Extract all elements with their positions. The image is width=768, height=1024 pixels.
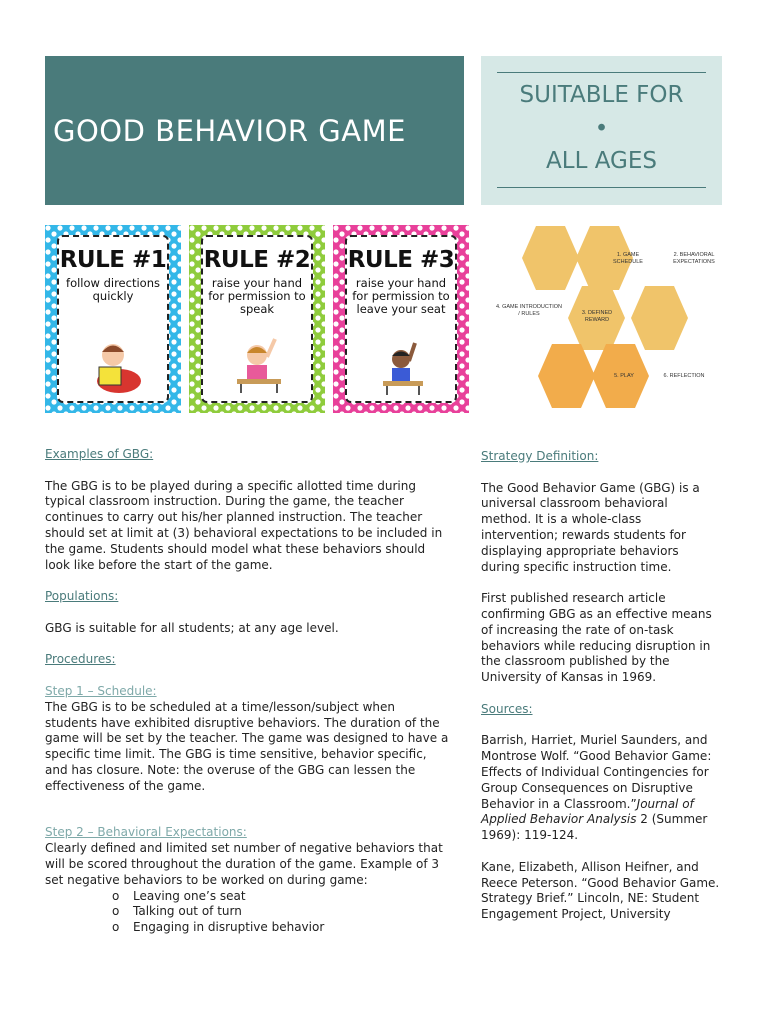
rule-poster-2 [189, 225, 325, 413]
hex-cell-left-bottom [538, 344, 595, 408]
list-item-text: Talking out of turn [133, 904, 242, 919]
label-reflection: 6. REFLECTION [663, 373, 705, 379]
list-item [112, 904, 450, 920]
examples-heading: Examples of GBG: [45, 447, 154, 461]
step1-heading: Step 1 – Schedule: [45, 683, 157, 698]
right-column [481, 449, 721, 923]
rule-posters [45, 225, 469, 413]
hex-cell-left-top [522, 226, 579, 290]
left-column [45, 447, 450, 936]
populations-text: GBG is suitable for all students; at any age level. [45, 620, 339, 635]
sources-heading: Sources: [481, 701, 533, 716]
research-text: First published research article confirming GBG as an effective means of increasing the rate of on-task behaviors while reducing disruption in the classroom published by the University of Kansas in 1969. [481, 591, 712, 685]
source-1 [481, 733, 721, 844]
poster-text: raise your hand for permission to speak [208, 276, 306, 316]
label-game-schedule: 1. GAME SCHEDULE [613, 252, 643, 265]
negative-behaviors-list [112, 889, 450, 936]
bullet-marker: o [112, 888, 120, 903]
poster-text: raise your hand for permission to leave your seat [352, 276, 450, 316]
hand-raising-child-illustration [229, 335, 289, 395]
poster-title: RULE #1 [59, 247, 167, 273]
seated-child-illustration [373, 341, 433, 401]
ages-banner [481, 56, 722, 205]
page-title: GOOD BEHAVIOR GAME [53, 114, 406, 148]
examples-text: The GBG is to be played during a specific allotted time during typical classroom instruction. During the game, the teacher continues to carry out his/her planned instruction. The teacher should set at limit at (3) behavioral expectations to be included in the game. Students should model what these behaviors should look like before the start of the game. [45, 478, 443, 572]
label-game-introduction: 4. GAME INTRODUCTION / RULES [496, 304, 563, 317]
rule-poster-3 [333, 225, 469, 413]
poster-text: follow directions quickly [66, 276, 160, 303]
process-honeycomb [486, 222, 722, 418]
label-play: 5. PLAY [614, 373, 634, 379]
rule-poster-1 [45, 225, 181, 413]
list-item [112, 889, 450, 905]
poster-title: RULE #2 [203, 247, 311, 273]
source-1-text: Barrish, Harriet, Muriel Saunders, and Montrose Wolf. “Good Behavior Game: Effects of Individual Contingencies for Group Consequences on Disruptive Behavior in a Classroom.” [481, 733, 712, 811]
procedures-heading: Procedures: [45, 652, 116, 667]
ages-bullet: • [594, 116, 609, 142]
source-1-citation: 2 (Summer 1969): 119-124. [481, 812, 708, 843]
title-banner [45, 56, 464, 205]
definition-text: The Good Behavior Game (GBG) is a universal classroom behavioral method. It is a whole-class intervention; rewards students for displaying appropriate behaviors during specific instruction time. [481, 480, 700, 574]
step2-heading: Step 2 – Behavioral Expectations: [45, 825, 247, 840]
step2-text: Clearly defined and limited set number of negative behaviors that will be scored throughout the duration of the game. Example of 3 set negative behaviors to be worked on during game: [45, 841, 443, 887]
definition-heading: Strategy Definition: [481, 449, 599, 463]
list-item-text: Leaving one’s seat [133, 888, 246, 903]
bullet-marker: o [112, 920, 120, 935]
bullet-marker: o [112, 904, 120, 919]
label-defined-reward: 3. DEFINED REWARD [581, 310, 613, 323]
list-item-text: Engaging in disruptive behavior [133, 920, 325, 935]
bottom-rule [497, 187, 706, 188]
source-2: Kane, Elizabeth, Allison Heifner, and Reece Peterson. “Good Behavior Game. Strategy Brief.” Lincoln, NE: Student Engagement Project, University [481, 859, 720, 922]
ages-line-2: ALL AGES [546, 148, 657, 174]
list-item [112, 920, 450, 936]
source-1-journal: Journal of Applied Behavior Analysis [481, 796, 694, 827]
poster-title: RULE #3 [347, 247, 455, 273]
hex-cell-right [631, 286, 688, 350]
top-rule [497, 72, 706, 73]
step1-text: The GBG is to be scheduled at a time/lesson/subject when students have exhibited disruptive behaviors. The duration of the game will be set by the teacher. The game was designed to have a specific time limit. The GBG is time sensitive, behavior specific, and has closure. Note: the overuse of the GBG can lessen the effectiveness of the game. [45, 699, 449, 793]
label-behavioral-expectations: 2. BEHAVIORAL EXPECTATIONS [673, 252, 715, 265]
ages-line-1: SUITABLE FOR [519, 82, 684, 108]
populations-heading: Populations: [45, 589, 119, 604]
reading-child-illustration [85, 335, 145, 395]
